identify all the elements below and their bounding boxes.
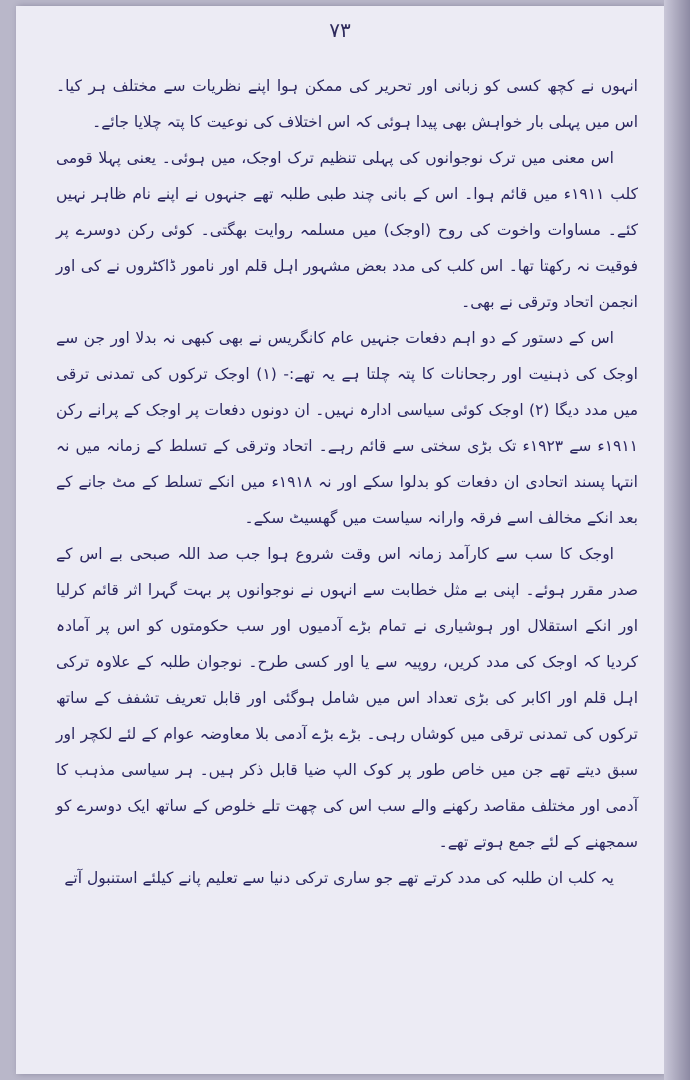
page-number: ۷۳ (329, 18, 351, 42)
page-body-text (56, 68, 638, 1004)
paragraph-3: اس کے دستور کے دو اہم دفعات جنہیں عام کانگریس نے بھی کبھی نہ بدلا اور جن سے اوجک کی ذہنیت اور رجحانات کا پتہ چلتا ہے یہ تھے:- (۱) اوجک ترکوں کی تمدنی ترقی میں مدد دیگا (۲) اوجک کوئی سیاسی ادارہ نہیں۔ ان دونوں دفعات پر اوجک کے پرانے رکن ۱۹۱۱ء سے ۱۹۲۳ء تک بڑی سختی سے قائم رہے۔ اتحاد وترقی کے تسلط کے زمانہ میں نہ انتہا پسند اتحادی ان دفعات کو بدلوا سکے اور نہ ۱۹۱۸ء میں انکے تسلط کے مٹ جانے کے بعد انکے مخالف اسے فرقہ وارانہ سیاست میں گھسیٹ سکے۔ (56, 329, 639, 527)
book-page (16, 6, 664, 1074)
paragraph-2: اس معنی میں ترک نوجوانوں کی پہلی تنظیم ترک اوجک، میں ہوئی۔ یعنی پہلا قومی کلب ۱۹۱۱ء میں قائم ہوا۔ اس کے بانی چند طبی طلبہ تھے جنہوں نے اپنے نام ظاہر نہیں کئے۔ مساوات واخوت کی روح (اوجک) میں مسلمہ روایت بھگتی۔ کوئی رکن دوسرے پر فوقیت نہ رکھتا تھا۔ اس کلب کی مدد بعض مشہور اہل قلم اور نامور ڈاکٹروں نے کی اور انجمن اتحاد وترقی نے بھی۔ (56, 149, 638, 311)
paragraph-1: انہوں نے کچھ کسی کو زبانی اور تحریر کی ممکن ہوا اپنے نظریات سے مختلف ہر کیا۔ اس میں پہلی بار خواہش بھی پیدا ہوئی کہ اس اختلاف کی نوعیت کا پتہ چلایا جائے۔ (56, 77, 638, 131)
paragraph-5: یہ کلب ان طلبہ کی مدد کرتے تھے جو ساری ترکی دنیا سے تعلیم پانے کیلئے استنبول آتے (64, 869, 614, 887)
paragraph-4: اوجک کا سب سے کارآمد زمانہ اس وقت شروع ہوا جب صد اللہ صبحی بے اس کے صدر مقرر ہوئے۔ اپنی بے مثل خطابت سے انہوں نے نوجوانوں پر بہت گہرا اثر قائم کرلیا اور انکے استقلال اور ہوشیاری نے تمام بڑے آدمیوں اور سب حکومتوں کو اس پر آمادہ کردیا کہ اوجک کی مدد کریں، روپیہ سے یا اور کسی طرح۔ نوجوان طلبہ کے علاوہ ترکی اہل قلم اور اکابر کی بڑی تعداد اس میں شامل ہوگئی اور قابل تعریف تشفف کے ساتھ ترکوں کی تمدنی ترقی میں کوشاں رہی۔ بڑے بڑے آدمی بلا معاوضہ عوام کے لئے لکچر اور سبق دیتے تھے جن میں خاص طور پر کوک الپ ضیا قابل ذکر ہیں۔ ہر سیاسی مذہب کا آدمی اور مختلف مقاصد رکھنے والے سب اس کی چھت تلے خلوص کے ساتھ ایک دوسرے کو سمجھنے کے لئے جمع ہوتے تھے۔ (56, 545, 638, 851)
book-edge-shadow (664, 0, 690, 1080)
